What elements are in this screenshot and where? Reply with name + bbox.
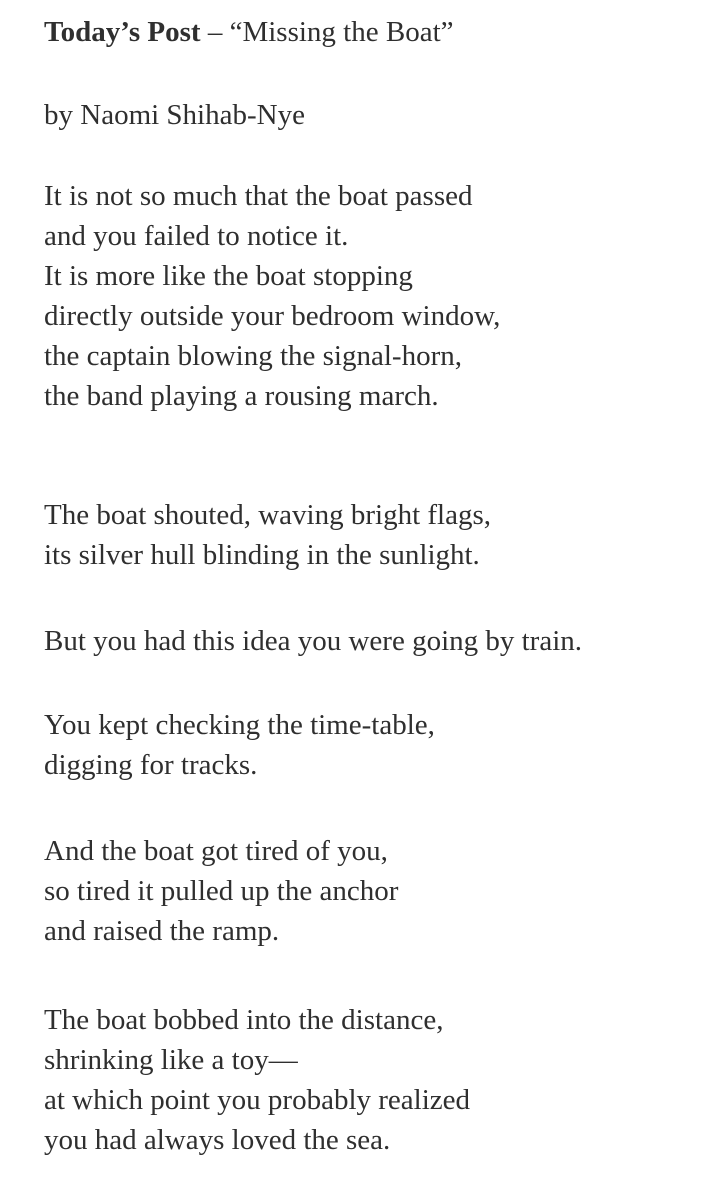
poem-line: the captain blowing the signal-horn, [44,340,462,372]
post-header [44,12,454,52]
stanza [44,495,491,575]
stanza [44,705,435,785]
poem-line: and raised the ramp. [44,915,280,947]
stanza [44,831,398,951]
header-separator: – [200,16,230,48]
poem-line: digging for tracks. [44,749,258,781]
poem-line: And the boat got tired of you, [44,835,388,867]
poem-line: at which point you probably realized [44,1084,471,1116]
poem-line: It is not so much that the boat passed [44,180,473,212]
poem-line: so tired it pulled up the anchor [44,875,399,907]
poem-line: the band playing a rousing march. [44,380,439,412]
poem-title: “Missing the Boat” [229,16,454,48]
post-label: Today’s Post [44,16,201,48]
poem-line: its silver hull blinding in the sunlight. [44,539,480,571]
poem-line: directly outside your bedroom window, [44,300,501,332]
poem-line: You kept checking the time-table, [44,709,435,741]
poem-line: But you had this idea you were going by train. [44,625,583,657]
stanza [44,621,582,661]
poem-line: The boat shouted, waving bright flags, [44,499,491,531]
poem-line: The boat bobbed into the distance, [44,1004,444,1036]
author-byline: by Naomi Shihab-Nye [44,99,305,131]
poem-line: shrinking like a toy— [44,1044,298,1076]
stanza [44,176,500,416]
poem-line: It is more like the boat stopping [44,260,413,292]
poem-line: and you failed to notice it. [44,220,349,252]
stanza [44,1000,470,1160]
poem-line: you had always loved the sea. [44,1124,391,1156]
